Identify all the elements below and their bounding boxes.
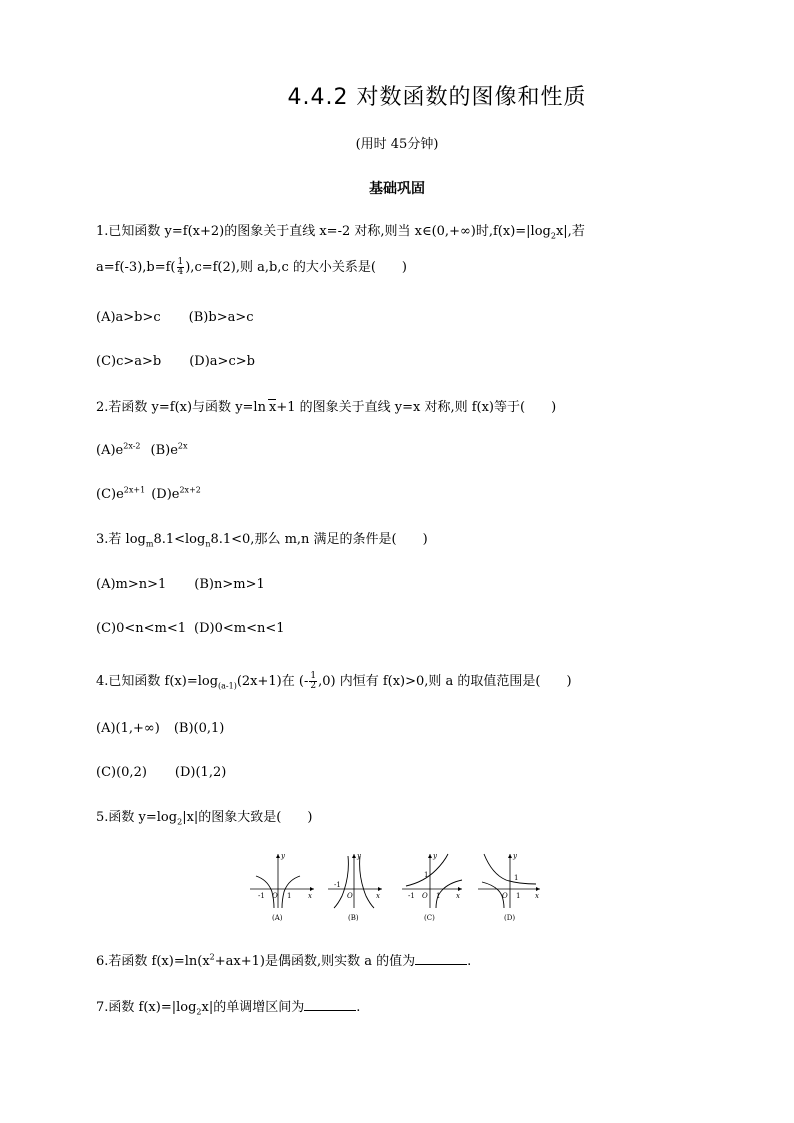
svg-text:1: 1 [514,874,519,882]
q7-answer-blank[interactable] [304,998,356,1011]
svg-text:1: 1 [424,871,429,879]
q3-options-cd [96,621,285,637]
q6-answer-blank[interactable] [415,952,467,965]
graph-d-label: (D) [504,914,516,922]
graph-b-x-label: x [376,892,380,900]
q3-options-ab [96,577,265,593]
q4-option-b: (B)(0,1) [173,721,225,736]
q2-option-d: $(D)e^{2x+2}$ [151,485,201,502]
graph-b-y-label: y [357,852,361,860]
graph-a[interactable] [250,852,314,922]
graph-d-x-label: x [535,892,539,900]
svg-text:O: O [347,892,353,900]
q4-options-cd [96,765,226,781]
page-title: 4.4.2 对数函数的图像和性质 [287,85,587,110]
q4-stem: 4.已知函数 $f(x)=\log_{(a-1)}(2x+1)$在 (- $\frac{1}{2}$ ,0) 内恒有 f(x)>0,则 a 的取值范围是( ) [96,671,572,691]
svg-text:-1: -1 [334,881,341,889]
q1-option-c: (C)c>a>b [96,354,162,369]
q1-line1: 1.已知函数 y=f(x+2)的图象关于直线 x=-2 对称,则当 x∈(0,+∞)时$,f(x)=|\log_2x|$,若 [96,224,585,241]
svg-text:-1: -1 [408,892,415,900]
svg-text:O: O [422,892,428,900]
q1-options-cd [96,354,255,370]
svg-text:O: O [502,892,508,900]
graph-d[interactable] [478,852,540,922]
q2-options-ab [96,443,188,459]
q4-fraction: $\frac{1}{2}$ [310,671,317,691]
svg-text:1: 1 [287,892,292,900]
q3-stem: 3.若 $\log_m8.1<\log_n8.1<0$,那么 m,n 满足的条件是( ) [96,532,428,549]
graph-a-label: (A) [272,914,283,922]
q1-options-ab [96,310,254,326]
svg-text:O: O [272,892,278,900]
q1-option-d: (D)a>c>b [189,354,255,369]
svg-text:1: 1 [436,892,441,900]
q5-graph-options [248,846,548,926]
graph-c-x-label: x [456,892,460,900]
q4-option-c: (C)(0,2) [96,765,147,780]
q1-line2: a=f(-3),b=f( $\frac{1}{4}$ ),c=f(2),则 a,b,c 的大小关系是( ) [96,257,407,277]
q1-option-a: (A)a>b>c [96,310,161,325]
q7-stem: 7.函数 $f(x)=|\log_2x|$的单调增区间为 . [96,1000,361,1017]
q5-stem: 5.函数 $y=\log_2|x|$的图象大致是( ) [96,810,313,827]
q2-option-c: $(C)e^{2x+1}$ [96,485,146,502]
q4-options-ab [96,721,224,737]
q4-option-a: (A)(1,+∞) [96,721,160,736]
q4-option-d: (D)(1,2) [174,765,227,780]
q2-option-b: $(B)e^{2x}$ [150,441,188,458]
graph-c-label: (C) [424,914,435,922]
q3-option-b: (B)n>m>1 [194,577,265,592]
graph-a-y-label: y [281,852,285,860]
graph-c-y-label: y [433,852,437,860]
q1-fraction: $\frac{1}{4}$ [177,257,184,277]
q2-stem: 2.若函数 y=f(x)与函数 y=ln x+1 的图象关于直线 y=x 对称,则 f(x)等于( ) [96,400,557,415]
graph-c[interactable] [402,852,462,922]
graph-a-x-label: x [308,892,312,900]
section-heading: 基础巩固 [369,181,425,197]
sqrt-symbol: x [268,400,277,415]
q3-option-c: (C)0<n<m<1 [96,621,187,636]
q2-option-a: $(A)e^{2x-2}$ [96,441,141,458]
time-note: (用时 45分钟) [355,137,439,152]
q1-option-b: (B)b>a>c [188,310,254,325]
q3-option-a: (A)m>n>1 [96,577,167,592]
graph-b-label: (B) [348,914,359,922]
svg-text:-1: -1 [258,892,265,900]
q6-stem: 6.若函数 $f(x)=\ln(x^2+ax+1)$是偶函数,则实数 a 的值为 . [96,952,472,969]
graph-b[interactable] [328,852,382,922]
svg-text:1: 1 [516,892,521,900]
q2-options-cd [96,487,201,503]
graph-d-y-label: y [513,852,517,860]
q3-option-d: (D)0<m<n<1 [194,621,285,636]
